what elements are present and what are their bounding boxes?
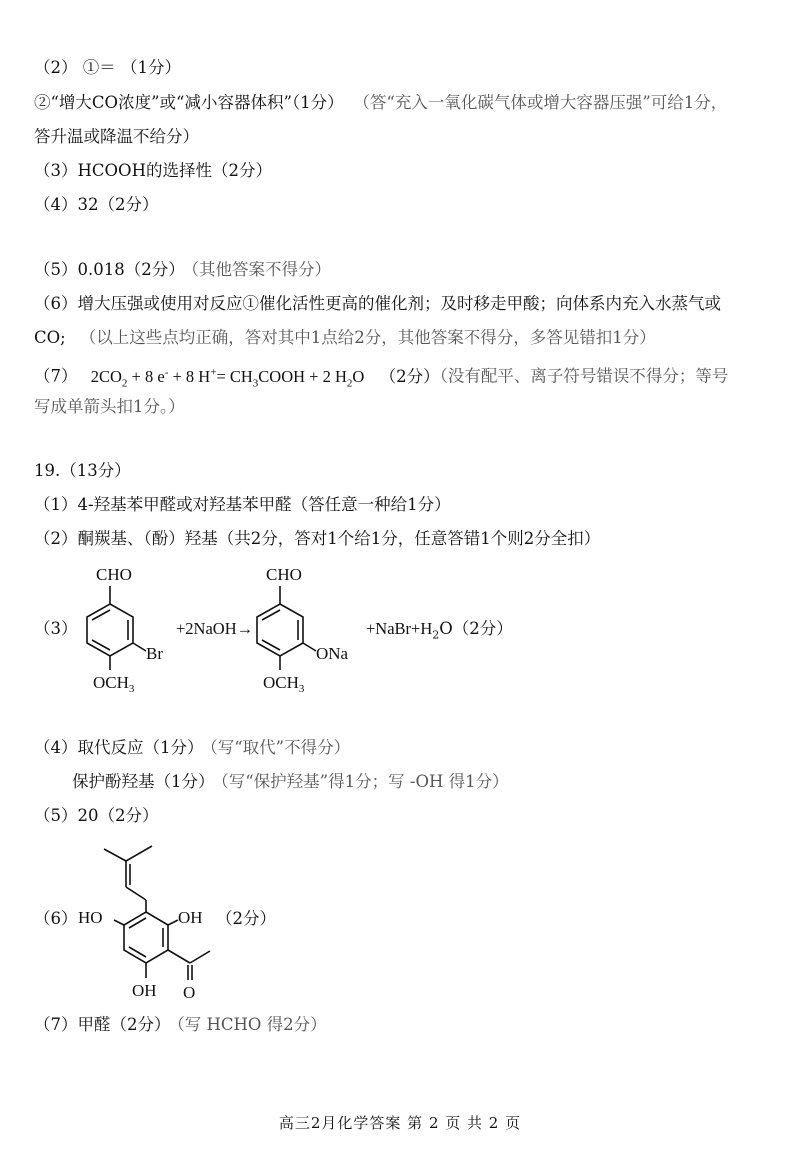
q19-part2: （2）酮羰基、（酚）羟基（共2分，答对1个给1分，任意答错1个则2分全扣） [34,529,601,548]
product-structure [240,558,370,698]
q18-part7-equation [90,366,365,389]
och3-label: $OCH_3$ [263,673,305,695]
q19-part7 [34,1014,327,1036]
q18-part6-note: （以上这些点均正确，答对其中1点给2分，其他答案不得分，多答见错扣1分） [79,328,656,347]
q19-part7-answer: （7）甲醛（2分） [34,1015,171,1034]
q18-part5-answer: （5）0.018（2分） [34,260,185,279]
benzene-ring [124,912,168,963]
double-bond [129,918,146,928]
benzene-ring [87,604,133,656]
cho-label: CHO [266,565,302,584]
ona-label: ONa [316,644,349,663]
q18-part5 [34,259,331,281]
q18-part7-label: （7） [34,366,78,386]
bond [104,849,126,861]
q18-part5-note: （其他答案不得分） [190,260,331,279]
och3-label: $OCH_3$ [93,673,135,695]
reactant-structure [70,558,180,698]
eq-sup: + [210,366,217,378]
q18-part7-score: （2分） [379,366,440,386]
bond [133,643,146,651]
br-label: Br [146,644,163,663]
eq-sub: 2 [121,376,128,389]
q18-part3: （3）HCOOH的选择性（2分） [34,161,272,180]
eq-water: O [352,366,365,386]
eq-co2: 2CO [90,366,122,386]
ho-label: HO [78,908,103,927]
oh-label: OH [132,981,157,1000]
q18-part4: （4）32（2分） [34,195,159,214]
carbonyl-o-label: O [183,983,196,1002]
bond [168,920,178,925]
q18-part2-answer: ②“增大CO浓度”或“减小容器体积”（1分） [34,93,344,112]
q19-part5: （5）20（2分） [34,806,159,825]
q19-part3-label: （3） [34,619,78,638]
eq-sup: - [164,366,169,378]
eq-acetic: COOH + 2 H [258,366,347,386]
byproducts-text: +NaBr+H [366,619,433,638]
bond [303,643,316,651]
q18-part2-line2 [34,92,727,114]
double-bond [92,610,110,620]
double-bond [262,610,280,620]
benzene-ring [257,604,303,656]
cho-label: CHO [96,565,132,584]
byproducts-end: O（2分） [439,619,513,638]
eq-electrons: + 8 e [127,366,165,386]
page-footer: 高三2月化学答案 第 2 页 共 2 页 [278,1114,522,1132]
q19-part6-score: （2分） [216,909,276,928]
eq-protons: + 8 H [168,366,211,386]
q19-part4b-answer: 保护酚羟基（1分） [72,772,215,791]
q19-part4-note: （写“取代”不得分） [209,738,351,757]
q18-part2-line1: （2） ①＝ （1分） [34,58,181,77]
double-bond [129,947,146,957]
q19-part1: （1）4-羟基苯甲醛或对羟基苯甲醛（答任意一种给1分） [34,495,451,514]
eq-equals: = CH [216,366,253,386]
q18-part7-note: （没有配平、离子符号错误不得分；等号 [439,366,729,386]
q19-part4-line1 [34,737,350,759]
bond [168,950,190,963]
double-bond [92,640,110,650]
q18-part6-co: CO; [34,328,66,347]
bond [190,951,210,963]
bond [126,846,152,861]
q19-part4-line2 [72,771,509,793]
q18-part7-line1 [34,361,728,394]
q18-part7-line2: 写成单箭头扣1分。） [34,397,185,416]
bond [114,920,124,925]
q19-header: 19.（13分） [34,461,131,480]
byproducts [366,618,513,646]
byproducts-sub: 2 [432,628,440,642]
double-bond [262,640,280,650]
q19-part4b-note: （写“保护羟基”得1分；写 -OH 得1分） [220,772,509,791]
reagent-naoh: +2NaOH→ [176,619,254,638]
q18-part2-line3: 答升温或降温不给分） [34,127,199,146]
q19-part6-label: （6） [34,909,78,928]
bond [126,887,146,900]
q18-part6-line1: （6）增大压强或使用对反应①催化活性更高的催化剂；及时移走甲酸；向体系内充入水蒸气或 [34,294,721,313]
q19-part7-note: （写 HCHO 得2分） [176,1015,327,1034]
q19-part4-answer: （4）取代反应（1分） [34,738,204,757]
eq-sub: 2 [346,376,353,389]
q18-part6-line2 [34,327,656,349]
q18-part2-note: （答“充入一氧化碳气体或增大容器压强”可给1分， [361,93,728,112]
oh-label: OH [178,908,203,927]
eq-sub: 3 [252,376,259,389]
